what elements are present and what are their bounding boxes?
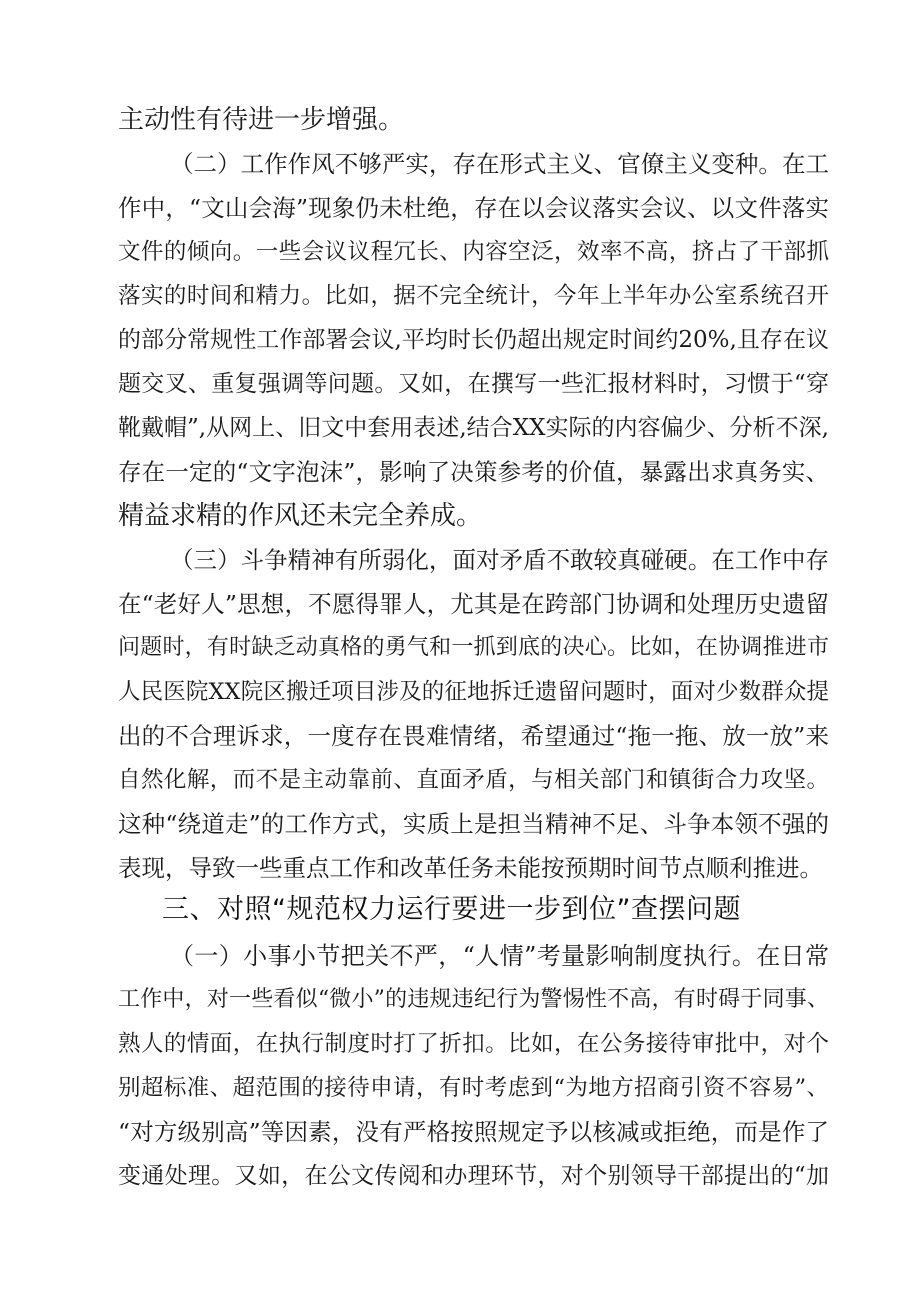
text-line-5: 落实的时间和精力。比如，据不完全统计，今年上半年办公室系统召开 bbox=[118, 283, 829, 309]
text-line-6: 的部分常规性工作部署会议,平均时长仍超出规定时间约20%,且存在议 bbox=[118, 327, 829, 353]
text-line-21: 工作中，对一些看似“微小”的违规违纪行为警惕性不高，有时碍于同事、 bbox=[118, 987, 829, 1012]
text-line-8: 靴戴帽”,从网上、旧文中套用表述,结合XX实际的内容偏少、分析不深, bbox=[118, 415, 829, 441]
text-line-10: 精益求精的作风还未完全养成。 bbox=[118, 501, 483, 531]
text-line-14: 人民医院XX院区搬迁项目涉及的征地拆迁遗留问题时，面对少数群众提 bbox=[118, 679, 829, 705]
text-line-24: “对方级别高”等因素，没有严格按照规定予以核减或拒绝，而是作了 bbox=[118, 1118, 829, 1146]
text-line-3: 作中，“文山会海”现象仍未杜绝，存在以会议落实会议、以文件落实 bbox=[118, 194, 829, 222]
text-line-22: 熟人的情面，在执行制度时打了折扣。比如，在公务接待审批中，对个 bbox=[118, 1031, 829, 1057]
section-heading: 三、对照“规范权力运行要进一步到位”查摆问题 bbox=[162, 894, 741, 925]
text-line-15: 出的不合理诉求，一度存在畏难情绪，希望通过“拖一拖、放一放”来 bbox=[118, 722, 829, 750]
text-line-7: 题交叉、重复强调等问题。又如，在撰写一些汇报材料时，习惯于“穿 bbox=[118, 371, 829, 397]
text-line-25: 变通处理。又如，在公文传阅和办理环节，对个别领导干部提出的“加 bbox=[118, 1163, 829, 1189]
text-line-11: （三）斗争精神有所弱化，面对矛盾不敢较真碰硬。在工作中存 bbox=[170, 546, 829, 574]
text-line-17: 这种“绕道走”的工作方式，实质上是担当精神不足、斗争本领不强的 bbox=[118, 810, 829, 838]
text-line-18: 表现，导致一些重点工作和改革任务未能按预期时间节点顺利推进。 bbox=[118, 854, 823, 882]
text-line-23: 别超标准、超范围的接待申请，有时考虑到“为地方招商引资不容易”、 bbox=[118, 1075, 829, 1101]
text-line-16: 自然化解，而不是主动靠前、直面矛盾，与相关部门和镇街合力攻坚。 bbox=[118, 767, 829, 793]
text-line-1: 主动性有待进一步增强。 bbox=[118, 105, 405, 135]
text-line-4: 文件的倾向。一些会议议程冗长、内容空泛，效率不高，挤占了干部抓 bbox=[118, 239, 829, 265]
text-line-9: 存在一定的“文字泡沫”，影响了决策参考的价值，暴露出求真务实、 bbox=[118, 458, 829, 486]
text-line-20: （一）小事小节把关不严，“人情”考量影响制度执行。在日常 bbox=[170, 942, 829, 970]
text-line-2: （二）工作作风不够严实，存在形式主义、官僚主义变种。在工 bbox=[170, 150, 829, 178]
text-line-13: 问题时，有时缺乏动真格的勇气和一抓到底的决心。比如，在协调推进市 bbox=[118, 635, 829, 660]
text-line-12: 在“老好人”思想，不愿得罪人，尤其是在跨部门协调和处理历史遗留 bbox=[118, 590, 829, 618]
